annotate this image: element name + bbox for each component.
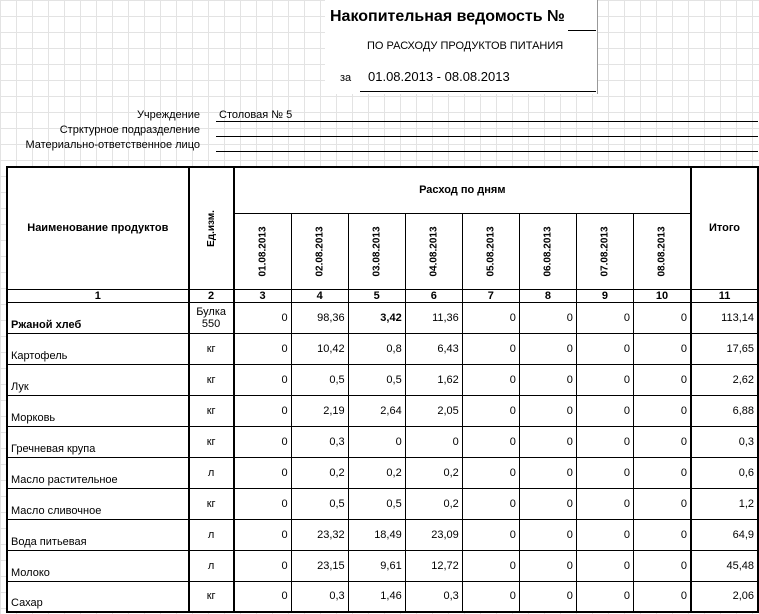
product-name: Масло растительное [7, 457, 189, 488]
daily-value: 0 [462, 364, 519, 395]
daily-value: 12,72 [405, 550, 462, 581]
daily-value: 0 [348, 426, 405, 457]
header-date: 04.08.2013 [405, 213, 462, 289]
header-product-name: Наименование продуктов [7, 167, 189, 289]
daily-value: 0 [576, 333, 633, 364]
header-date: 08.08.2013 [633, 213, 691, 289]
table-row [7, 333, 758, 364]
daily-value: 0,2 [291, 457, 348, 488]
division-label: Стрктурное подразделение [59, 124, 200, 136]
daily-value: 0 [234, 457, 292, 488]
daily-value: 2,19 [291, 395, 348, 426]
table-row [7, 395, 758, 426]
daily-value: 0 [633, 488, 691, 519]
daily-value: 18,49 [348, 519, 405, 550]
daily-value: 0,3 [291, 581, 348, 612]
daily-value: 0 [519, 302, 576, 333]
header-date: 01.08.2013 [234, 213, 292, 289]
product-unit: л [189, 550, 234, 581]
daily-value: 0 [519, 333, 576, 364]
daily-value: 0 [576, 426, 633, 457]
daily-value: 0 [234, 302, 292, 333]
row-total: 1,2 [691, 488, 758, 519]
table-row [7, 488, 758, 519]
product-unit: кг [189, 395, 234, 426]
header-days-group: Расход по дням [234, 167, 692, 213]
product-name: Морковь [7, 395, 189, 426]
daily-value: 0,2 [405, 457, 462, 488]
daily-value: 0,2 [405, 488, 462, 519]
header-date: 05.08.2013 [462, 213, 519, 289]
daily-value: 0 [576, 302, 633, 333]
daily-value: 0 [633, 302, 691, 333]
daily-value: 0 [633, 333, 691, 364]
row-total: 64,9 [691, 519, 758, 550]
column-index: 10 [633, 289, 691, 302]
daily-value: 0 [234, 519, 292, 550]
daily-value: 1,62 [405, 364, 462, 395]
daily-value: 0 [633, 395, 691, 426]
column-index: 5 [348, 289, 405, 302]
daily-value: 0 [519, 426, 576, 457]
institution-underline [216, 121, 758, 122]
column-index: 8 [519, 289, 576, 302]
column-index: 4 [291, 289, 348, 302]
daily-value: 0 [576, 457, 633, 488]
daily-value: 2,05 [405, 395, 462, 426]
product-name: Ржаной хлеб [7, 302, 189, 333]
daily-value: 0 [405, 426, 462, 457]
daily-value: 0 [462, 426, 519, 457]
daily-value: 23,32 [291, 519, 348, 550]
table-row [7, 426, 758, 457]
daily-value: 0 [234, 581, 292, 612]
daily-value: 0 [576, 519, 633, 550]
daily-value: 0 [462, 519, 519, 550]
header-date: 02.08.2013 [291, 213, 348, 289]
row-total: 6,88 [691, 395, 758, 426]
period-value: 01.08.2013 - 08.08.2013 [368, 69, 510, 84]
daily-value: 0 [234, 333, 292, 364]
header-date: 06.08.2013 [519, 213, 576, 289]
product-name: Молоко [7, 550, 189, 581]
responsible-underline [216, 151, 758, 152]
product-unit: Булка 550 [189, 302, 234, 333]
daily-value: 0 [519, 364, 576, 395]
daily-value: 0 [462, 488, 519, 519]
daily-value: 0 [519, 395, 576, 426]
column-index: 9 [576, 289, 633, 302]
product-name: Сахар [7, 581, 189, 612]
product-name: Картофель [7, 333, 189, 364]
row-total: 17,65 [691, 333, 758, 364]
period-label: за [340, 72, 352, 84]
daily-value: 0 [462, 333, 519, 364]
table-row [7, 457, 758, 488]
daily-value: 0 [234, 395, 292, 426]
header-date: 03.08.2013 [348, 213, 405, 289]
daily-value: 0,2 [348, 457, 405, 488]
header-total: Итого [691, 167, 758, 289]
column-index: 11 [691, 289, 758, 302]
product-unit: л [189, 519, 234, 550]
product-unit: кг [189, 364, 234, 395]
daily-value: 0 [462, 302, 519, 333]
daily-value: 0 [462, 457, 519, 488]
daily-value: 0 [234, 488, 292, 519]
row-total: 0,6 [691, 457, 758, 488]
daily-value: 0 [462, 581, 519, 612]
column-index: 2 [189, 289, 234, 302]
daily-value: 3,42 [348, 302, 405, 333]
column-index: 1 [7, 289, 189, 302]
daily-value: 0 [576, 488, 633, 519]
product-unit: кг [189, 333, 234, 364]
table-row [7, 581, 758, 612]
column-index: 6 [405, 289, 462, 302]
institution-value: Столовая № 5 [219, 109, 293, 121]
daily-value: 0 [633, 581, 691, 612]
daily-value: 0 [234, 550, 292, 581]
daily-value: 23,09 [405, 519, 462, 550]
daily-value: 23,15 [291, 550, 348, 581]
daily-value: 0,5 [291, 488, 348, 519]
daily-value: 1,46 [348, 581, 405, 612]
table-row [7, 519, 758, 550]
product-unit: кг [189, 426, 234, 457]
daily-value: 0,8 [348, 333, 405, 364]
daily-value: 10,42 [291, 333, 348, 364]
daily-value: 98,36 [291, 302, 348, 333]
daily-value: 11,36 [405, 302, 462, 333]
column-index: 3 [234, 289, 292, 302]
daily-value: 0 [633, 519, 691, 550]
product-unit: кг [189, 488, 234, 519]
row-total: 113,14 [691, 302, 758, 333]
product-name: Вода питьевая [7, 519, 189, 550]
daily-value: 0 [519, 519, 576, 550]
daily-value: 2,64 [348, 395, 405, 426]
column-index: 7 [462, 289, 519, 302]
document-title: Накопительная ведомость № [330, 8, 565, 25]
row-total: 2,06 [691, 581, 758, 612]
daily-value: 0 [519, 488, 576, 519]
institution-label: Учреждение [136, 109, 200, 121]
daily-value: 0,3 [405, 581, 462, 612]
division-underline [216, 136, 758, 137]
period-underline [360, 91, 596, 92]
header-date: 07.08.2013 [576, 213, 633, 289]
table-row [7, 550, 758, 581]
daily-value: 0,3 [291, 426, 348, 457]
product-name: Масло сливочное [7, 488, 189, 519]
daily-value: 0 [462, 550, 519, 581]
table-row [7, 364, 758, 395]
table-row [7, 302, 758, 333]
row-total: 0,3 [691, 426, 758, 457]
daily-value: 0 [576, 364, 633, 395]
daily-value: 0,5 [291, 364, 348, 395]
header-unit: Ед.изм. [189, 167, 234, 289]
product-unit: л [189, 457, 234, 488]
daily-value: 0 [234, 426, 292, 457]
document-subtitle: ПО РАСХОДУ ПРОДУКТОВ ПИТАНИЯ [367, 40, 564, 52]
daily-value: 0 [633, 550, 691, 581]
product-name: Гречневая крупа [7, 426, 189, 457]
daily-value: 0 [576, 550, 633, 581]
daily-value: 0 [576, 581, 633, 612]
daily-value: 6,43 [405, 333, 462, 364]
daily-value: 0 [633, 457, 691, 488]
row-total: 45,48 [691, 550, 758, 581]
number-underline [568, 30, 596, 31]
daily-value: 0 [519, 457, 576, 488]
daily-value: 0 [234, 364, 292, 395]
responsible-label: Материально-ответственное лицо [25, 139, 200, 151]
daily-value: 9,61 [348, 550, 405, 581]
daily-value: 0 [633, 426, 691, 457]
row-total: 2,62 [691, 364, 758, 395]
product-name: Лук [7, 364, 189, 395]
daily-value: 0 [576, 395, 633, 426]
product-unit: кг [189, 581, 234, 612]
daily-value: 0 [519, 550, 576, 581]
daily-value: 0 [633, 364, 691, 395]
daily-value: 0,5 [348, 364, 405, 395]
daily-value: 0 [519, 581, 576, 612]
daily-value: 0,5 [348, 488, 405, 519]
daily-value: 0 [462, 395, 519, 426]
consumption-table [6, 166, 759, 613]
